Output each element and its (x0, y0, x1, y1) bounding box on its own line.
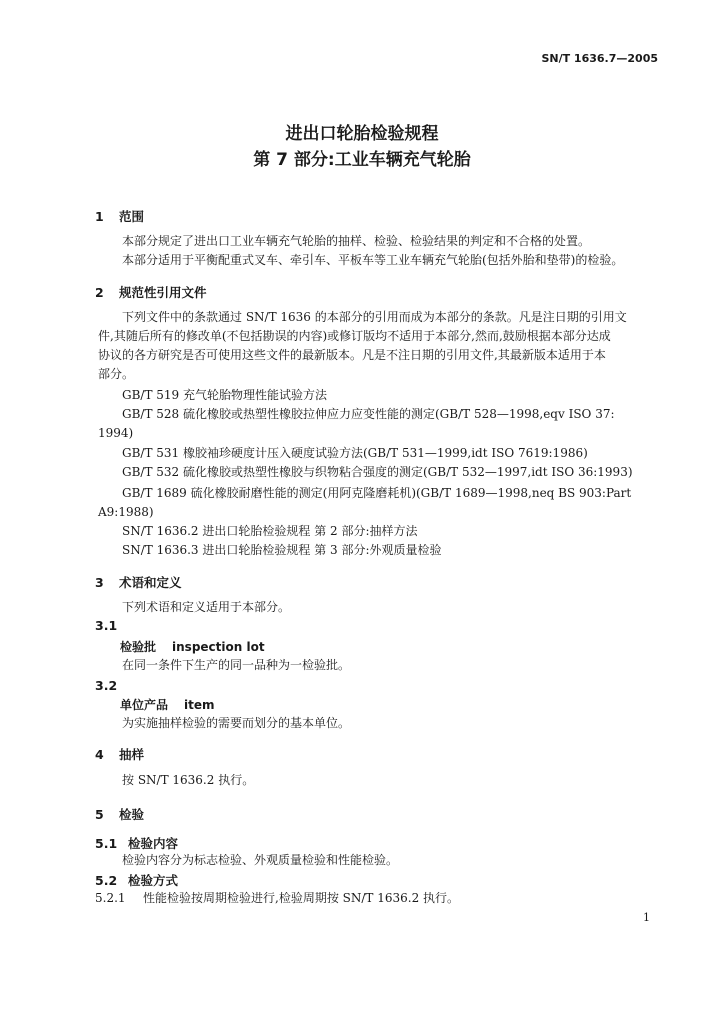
reference-code: SN/T 1636.3 (122, 543, 199, 557)
term-heading (120, 638, 265, 655)
section-number: 1 (95, 209, 104, 224)
paragraph: 下列术语和定义适用于本部分。 (122, 600, 291, 614)
reference-title: 充气轮胎物理性能试验方法 (183, 388, 328, 402)
reference-code: SN/T 1636.2 (122, 524, 199, 538)
reference-title: 硫化橡胶或热塑性橡胶拉伸应力应变性能的测定(GB/T 528—1998,eqv ISO 37: (183, 407, 615, 421)
reference-item (122, 386, 327, 405)
paragraph: 检验内容分为标志检验、外观质量检验和性能检验。 (122, 853, 399, 867)
clause-number: 5.2.1 (95, 891, 126, 905)
term-number: 3.1 (95, 618, 118, 633)
reference-title: 进出口轮胎检验规程 第 3 部分:外观质量检验 (202, 543, 442, 557)
reference-item (122, 522, 418, 541)
reference-title: 进出口轮胎检验规程 第 2 部分:抽样方法 (202, 524, 418, 538)
reference-code: GB/T 519 (122, 388, 180, 402)
reference-title: 硫化橡胶耐磨性能的测定(用阿克隆磨耗机)(GB/T 1689—1998,neq BS 903:Part (190, 486, 632, 500)
term-en: inspection lot (172, 640, 265, 654)
subsection-number: 5.2 (95, 873, 118, 888)
reference-continuation: A9:1988) (98, 505, 154, 519)
reference-title: 橡胶袖珍硬度计压入硬度试验方法(GB/T 531—1999,idt ISO 7619:1986) (183, 446, 588, 460)
term-number: 3.2 (95, 678, 118, 693)
reference-continuation: 1994) (98, 426, 134, 440)
subsection-5-1-heading (95, 834, 178, 852)
reference-item (122, 463, 633, 482)
doc-number-header: SN/T 1636.7—2005 (541, 52, 658, 65)
reference-item (122, 484, 631, 503)
reference-code: GB/T 532 (122, 465, 180, 479)
paragraph-line: 部分。 (98, 367, 135, 381)
subsection-5-2-heading (95, 871, 178, 889)
document-subtitle: 第 7 部分:工业车辆充气轮胎 (253, 150, 471, 170)
term-zh: 检验批 (120, 640, 157, 654)
reference-code: GB/T 531 (122, 446, 180, 460)
section-number: 3 (95, 575, 104, 590)
section-3-heading (95, 573, 182, 591)
section-title: 抽样 (119, 747, 145, 762)
paragraph: 本部分规定了进出口工业车辆充气轮胎的抽样、检验、检验结果的判定和不合格的处置。 (122, 234, 591, 248)
paragraph-line: 下列文件中的条款通过 SN/T 1636 的本部分的引用而成为本部分的条款。凡是注日期的引用文 (122, 310, 627, 324)
section-number: 2 (95, 285, 104, 300)
term-en: item (184, 698, 215, 712)
section-title: 范围 (119, 209, 145, 224)
section-5-heading (95, 805, 144, 823)
clause-text: 性能检验按周期检验进行,检验周期按 SN/T 1636.2 执行。 (143, 891, 460, 905)
document-title: 进出口轮胎检验规程 (285, 124, 439, 144)
reference-code: GB/T 528 (122, 407, 180, 421)
reference-item (122, 541, 442, 560)
section-title: 规范性引用文件 (119, 285, 207, 300)
section-4-heading (95, 745, 144, 763)
term-definition: 为实施抽样检验的需要而划分的基本单位。 (122, 716, 351, 730)
reference-item (122, 405, 615, 424)
reference-item (122, 444, 588, 463)
page-number: 1 (643, 911, 650, 924)
subsection-number: 5.1 (95, 836, 118, 851)
section-1-heading (95, 207, 144, 225)
term-heading (120, 696, 215, 713)
reference-code: GB/T 1689 (122, 486, 187, 500)
paragraph-line: 件,其随后所有的修改单(不包括勘误的内容)或修订版均不适用于本部分,然而,鼓励根据本部分达成 (98, 329, 611, 343)
term-zh: 单位产品 (120, 698, 169, 712)
paragraph-line: 协议的各方研究是否可使用这些文件的最新版本。凡是不注日期的引用文件,其最新版本适用于本 (98, 348, 606, 362)
term-definition: 在同一条件下生产的同一品种为一检验批。 (122, 658, 351, 672)
paragraph: 按 SN/T 1636.2 执行。 (122, 773, 255, 787)
section-number: 4 (95, 747, 104, 762)
section-number: 5 (95, 807, 104, 822)
reference-title: 硫化橡胶或热塑性橡胶与织物粘合强度的测定(GB/T 532—1997,idt ISO 36:1993) (183, 465, 633, 479)
paragraph: 本部分适用于平衡配重式叉车、牵引车、平板车等工业车辆充气轮胎(包括外胎和垫带)的检验。 (122, 253, 624, 267)
subsection-title: 检验方式 (128, 873, 179, 888)
section-title: 检验 (119, 807, 145, 822)
clause-5-2-1 (95, 889, 459, 908)
subsection-title: 检验内容 (128, 836, 179, 851)
section-title: 术语和定义 (119, 575, 182, 590)
section-2-heading (95, 283, 207, 301)
